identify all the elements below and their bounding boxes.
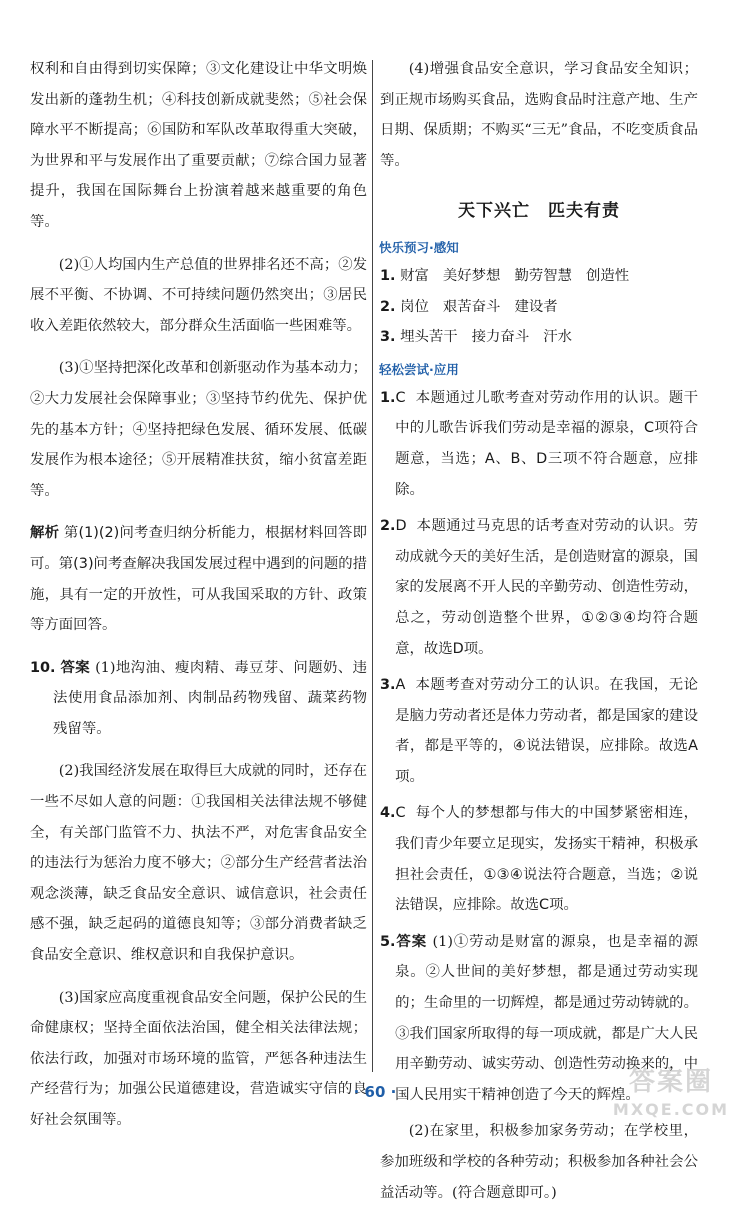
choice-letter: C xyxy=(395,805,406,822)
fill-answer: 建设者 xyxy=(514,298,558,315)
item-number: 1. xyxy=(380,389,396,406)
column-divider xyxy=(372,60,373,1072)
left-column xyxy=(30,54,367,1136)
fill-answer: 创造性 xyxy=(586,267,630,284)
fill-answer: 埋头苦干 xyxy=(400,329,458,346)
item-number: 2. xyxy=(380,518,396,535)
fill-item xyxy=(380,261,698,292)
choice-answer xyxy=(380,383,698,505)
fill-answer: 艰苦奋斗 xyxy=(442,298,501,315)
subsection-heading: 轻松尝试·应用 xyxy=(379,361,459,377)
item-number: 4. xyxy=(380,805,396,822)
item-number: 3. xyxy=(380,677,396,694)
subsection-heading: 快乐预习·感知 xyxy=(379,239,459,255)
item-number: 5. xyxy=(380,933,396,950)
fill-answer: 汗水 xyxy=(543,329,573,346)
answer-paragraph: (2)①人均国内生产总值的世界排名还不高；②发展不平衡、不协调、不可持续问题仍然突出；③居民收入差距依然较大，部分群众生活面临一些困难等。 xyxy=(30,256,367,334)
answer-label: 答案 xyxy=(60,659,91,676)
analysis-label: 解析 xyxy=(30,525,60,542)
fill-answer: 接力奋斗 xyxy=(471,329,530,346)
right-column xyxy=(380,54,698,1208)
choice-letter: A xyxy=(395,677,406,694)
choice-answer xyxy=(380,670,698,792)
item-number: 1. xyxy=(380,267,396,284)
fill-item xyxy=(380,322,698,353)
fill-answer: 勤劳智慧 xyxy=(514,267,573,284)
answer-text: (1)地沟油、瘦肉精、毒豆芽、问题奶、违法使用食品添加剂、肉制品药物残留、蔬菜药物残留等。 xyxy=(53,659,367,737)
page-number: · 60 · xyxy=(353,1083,397,1101)
choice-explanation: 本题通过儿歌考查对劳动作用的认识。题干中的儿歌告诉我们劳动是幸福的源泉，C项符合题意，当选；A、B、D三项不符合题意，应排除。 xyxy=(395,389,698,498)
analysis-text: 第(1)(2)问考查归纳分析能力，根据材料回答即可。第(3)问考查解决我国发展过程中遇到的问题的措施，具有一定的开放性，可从我国采取的方针、政策等方面回答。 xyxy=(30,525,367,634)
choice-answer xyxy=(380,798,698,920)
answer-paragraph: (2)我国经济发展在取得巨大成就的同时，还存在一些不尽如人意的问题：①我国相关法律法规不够健全，有关部门监管不力、执法不严，对危害食品安全的违法行为惩治力度不够大；②部分生产经营者法治观念淡薄，缺乏食品安全意识、诚信意识，社会责任感不强，缺乏起码的道德良知等；③部分消费者缺乏食品安全意识、维权意识和自我保护意识。 xyxy=(30,763,367,964)
choice-letter: D xyxy=(395,518,407,535)
fill-answer: 财富 xyxy=(400,267,429,284)
section-title: 天下兴亡 匹夫有责 xyxy=(458,201,620,222)
item-number: 2. xyxy=(380,298,396,315)
choice-answer xyxy=(380,511,698,664)
answer-paragraph: (4)增强食品安全意识，学习食品安全知识；到正规市场购买食品，选购食品时注意产地、生产日期、保质期；不购买“三无”食品，不吃变质食品等。 xyxy=(380,61,698,169)
answer-paragraph: 权利和自由得到切实保障；③文化建设让中华文明焕发出新的蓬勃生机；④科技创新成就斐然；⑤社会保障水平不断提高；⑥国防和军队改革取得重大突破，为世界和平与发展作出了重要贡献；⑦综合国力显著提升，我国在国际舞台上扮演着越来越重要的角色等。 xyxy=(30,61,367,230)
answer-label: 答案 xyxy=(395,933,428,950)
answer-paragraph: (2)在家里，积极参加家务劳动；在学校里，参加班级和学校的各种劳动；积极参加各种社会公益活动等。(符合题意即可。) xyxy=(380,1123,698,1201)
answer-text: (1)①劳动是财富的源泉，也是幸福的源泉。②人世间的美好梦想，都是通过劳动实现的；生命里的一切辉煌，都是通过劳动铸就的。③我们国家所取得的每一项成就，都是广大人民用辛勤劳动、诚实劳动、创造性劳动换来的，中国人民用实干精神创造了今天的辉煌。 xyxy=(395,933,698,1103)
fill-answer: 美好梦想 xyxy=(442,267,501,284)
watermark-logo xyxy=(606,1065,736,1127)
analysis-paragraph xyxy=(30,518,367,640)
question-10-answer xyxy=(30,653,367,745)
answer-paragraph: (3)①坚持把深化改革和创新驱动作为基本动力；②大力发展社会保障事业；③坚持节约优先、保护优先的基本方针；④坚持把绿色发展、循环发展、低碳发展作为根本途径；⑤开展精准扶贫，缩小贫富差距等。 xyxy=(30,360,367,499)
choice-explanation: 每个人的梦想都与伟大的中国梦紧密相连，我们青少年要立足现实，发扬实干精神，积极承担社会责任，①③④说法符合题意，当选；②说法错误，应排除。故选C项。 xyxy=(395,805,698,914)
answer-paragraph: (3)国家应高度重视食品安全问题，保护公民的生命健康权；坚持全面依法治国，健全相关法律法规；依法行政，加强对市场环境的监管，严惩各种违法生产经营行为；加强公民道德建设，营造诚实守信的良好社会氛围等。 xyxy=(30,989,367,1128)
watermark-text: 答案圈 xyxy=(628,1067,713,1097)
choice-letter: C xyxy=(395,389,406,406)
watermark-url: MXQE.COM xyxy=(612,1100,730,1119)
question-number: 10. xyxy=(30,659,56,676)
fill-item xyxy=(380,292,698,323)
fill-answer: 岗位 xyxy=(400,298,429,315)
choice-explanation: 本题通过马克思的话考查对劳动的认识。劳动成就今天的美好生活，是创造财富的源泉，国家的发展离不开人民的辛勤劳动、创造性劳动，总之，劳动创造整个世界，①②③④均符合题意，故选D项。 xyxy=(395,518,698,657)
choice-explanation: 本题考查对劳动分工的认识。在我国，无论是脑力劳动者还是体力劳动者，都是国家的建设者，都是平等的，④说法错误，应排除。故选A项。 xyxy=(395,677,698,785)
item-number: 3. xyxy=(380,329,396,346)
